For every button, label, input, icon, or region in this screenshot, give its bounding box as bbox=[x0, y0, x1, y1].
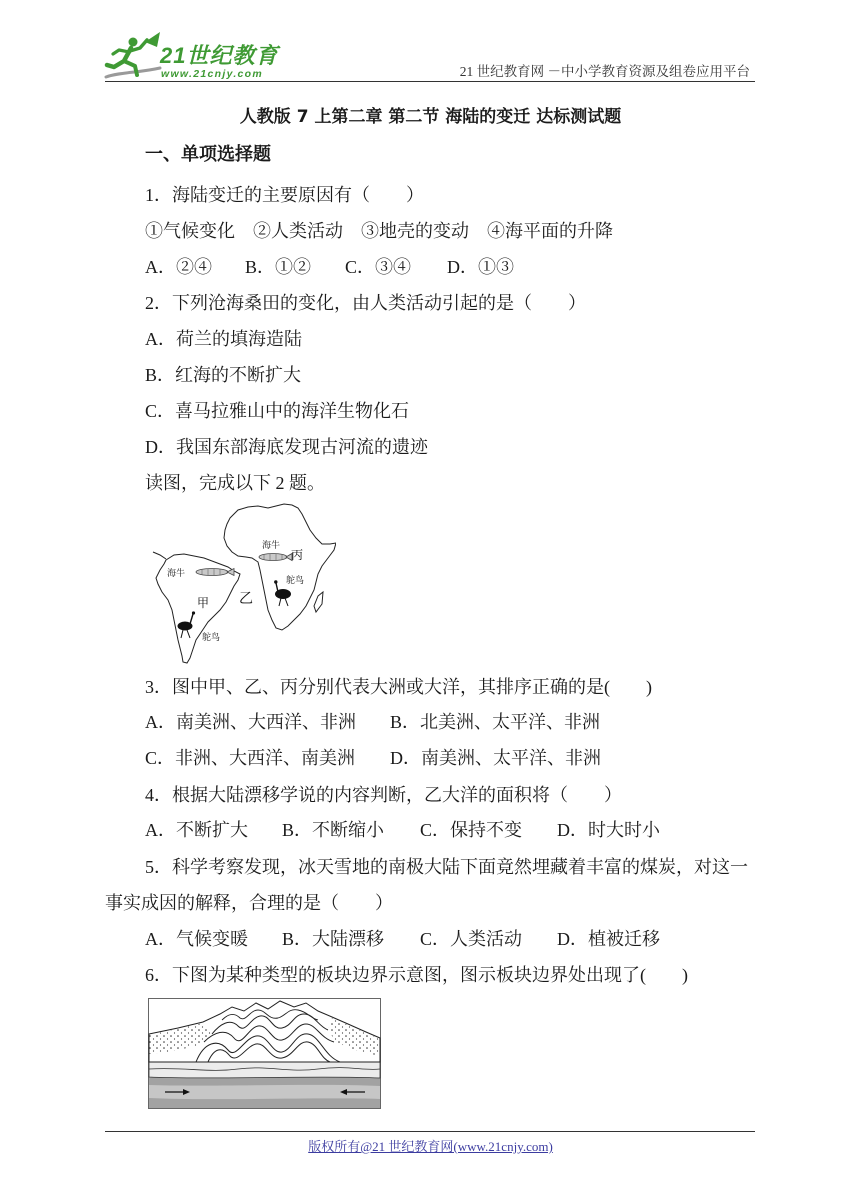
copyright-link[interactable]: 版权所有@21 世纪教育网(www.21cnjy.com) bbox=[308, 1139, 553, 1154]
question-stem: 3．图中甲、乙、丙分别代表大洲或大洋，其排序正确的是( ) bbox=[145, 677, 652, 697]
question-stem: 1．海陆变迁的主要原因有（ ） bbox=[145, 185, 424, 205]
central-america-outline bbox=[153, 552, 166, 559]
question-stem: 4．根据大陆漂移学说的内容判断，乙大洋的面积将（ ） bbox=[145, 785, 622, 805]
header-rule bbox=[105, 81, 755, 82]
label-africa-ostrich: 鸵鸟 bbox=[286, 576, 305, 586]
option-c: C．保持不变 bbox=[420, 820, 523, 840]
logo-url-text: www.21cnjy.com bbox=[161, 68, 264, 80]
option-c: C．人类活动 bbox=[420, 929, 523, 949]
label-sa-ostrich: 鸵鸟 bbox=[202, 633, 221, 643]
label-yi: 乙 bbox=[239, 591, 253, 607]
africa-outline bbox=[224, 504, 336, 630]
label-africa-manatee: 海牛 bbox=[262, 541, 281, 551]
option-c: C．非洲、大西洋、南美洲 bbox=[145, 748, 356, 768]
option-d: D．我国东部海底发现古河流的遗迹 bbox=[145, 437, 428, 457]
option-a: A．不断扩大 bbox=[145, 820, 248, 840]
option-b: B．不断缩小 bbox=[282, 820, 385, 840]
logo-wordmark: 21世纪教育 bbox=[160, 43, 279, 68]
option-d: D．①③ bbox=[447, 257, 514, 277]
option-b: B．北美洲、太平洋、非洲 bbox=[390, 712, 601, 732]
plate-boundary-diagram bbox=[148, 998, 381, 1109]
option-a: A．气候变暖 bbox=[145, 929, 248, 949]
question-statements: ①气候变化 ②人类活动 ③地壳的变动 ④海平面的升降 bbox=[145, 221, 613, 241]
label-sa-manatee: 海牛 bbox=[167, 569, 186, 579]
option-d: D．南美洲、太平洋、非洲 bbox=[390, 748, 601, 768]
option-b: B．红海的不断扩大 bbox=[145, 365, 302, 385]
label-bing: 丙 bbox=[291, 548, 304, 562]
page-title: 人教版 7 上第二章 第二节 海陆的变迁 达标测试题 bbox=[239, 107, 622, 127]
option-d: D．时大时小 bbox=[557, 820, 660, 840]
question-stem: 2．下列沧海桑田的变化，由人类活动引起的是（ ） bbox=[145, 293, 586, 313]
footer-rule bbox=[105, 1131, 755, 1132]
madagascar-outline bbox=[314, 592, 323, 612]
option-a: A．②④ bbox=[145, 257, 212, 277]
option-c: C．喜马拉雅山中的海洋生物化石 bbox=[145, 401, 410, 421]
option-d: D．植被迁移 bbox=[557, 929, 660, 949]
option-a: A．南美洲、大西洋、非洲 bbox=[145, 712, 356, 732]
crust-layer bbox=[149, 1062, 380, 1078]
section-heading: 一、单项选择题 bbox=[145, 144, 271, 165]
runner-logo-icon bbox=[104, 30, 162, 82]
site-tagline: 21 世纪教育网 －中小学教育资源及组卷应用平台 bbox=[459, 64, 750, 79]
option-b: B．①② bbox=[245, 257, 312, 277]
option-b: B．大陆漂移 bbox=[282, 929, 385, 949]
label-jia: 甲 bbox=[197, 596, 210, 610]
continents-map-figure bbox=[150, 500, 336, 666]
option-c: C．③④ bbox=[345, 257, 412, 277]
reading-prompt: 读图，完成以下 2 题。 bbox=[145, 473, 325, 493]
question-stem: 6．下图为某种类型的板块边界示意图，图示板块边界处出现了( ) bbox=[145, 965, 688, 985]
question-stem: 5．科学考察发现，冰天雪地的南极大陆下面竟然埋藏着丰富的煤炭，对这一事实成因的解释，合理的是（ ） bbox=[105, 857, 748, 913]
option-a: A．荷兰的填海造陆 bbox=[145, 329, 302, 349]
